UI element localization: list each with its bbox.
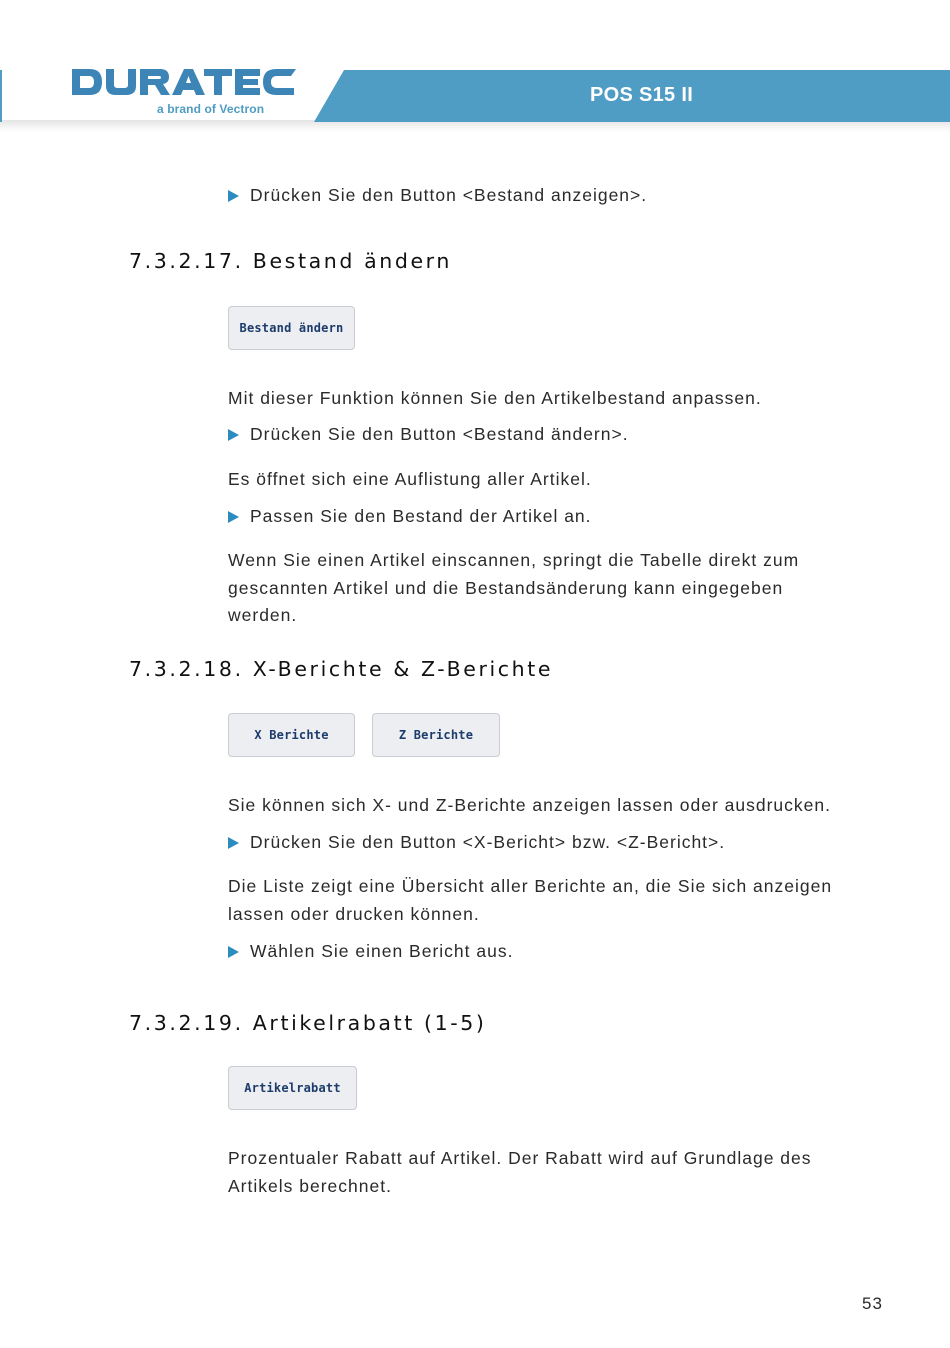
section-heading-17: 7.3.2.17. Bestand ändern: [129, 249, 452, 273]
paragraph: Mit dieser Funktion können Sie den Artikelbestand anpassen.: [228, 388, 762, 408]
paragraph: Wenn Sie einen Artikel einscannen, springt die Tabelle direkt zum gescannten Artikel und die Bestandsänderung kann eingegeben werden.: [228, 550, 800, 625]
paragraph: Die Liste zeigt eine Übersicht aller Berichte an, die Sie sich anzeigen lassen oder drucken können.: [228, 876, 833, 924]
bullet-item: [228, 938, 513, 965]
brand-subtitle: a brand of Vectron: [157, 102, 265, 116]
intro-bullet: [228, 182, 647, 209]
section-heading-18: 7.3.2.18. X-Berichte & Z-Berichte: [129, 657, 554, 681]
bullet-arrow-icon: [228, 190, 239, 202]
bullet-arrow-icon: [228, 946, 239, 958]
product-title: POS S15 II: [590, 84, 694, 106]
section-heading-19: 7.3.2.19. Artikelrabatt (1-5): [129, 1011, 487, 1035]
paragraph: Es öffnet sich eine Auflistung aller Artikel.: [228, 469, 592, 489]
bullet-text: Wählen Sie einen Bericht aus.: [250, 941, 514, 961]
bullet-item: [228, 829, 725, 856]
duratec-logo-mark: [70, 66, 298, 102]
x-berichte-button[interactable]: X Berichte: [228, 713, 355, 757]
bullet-item: [228, 421, 629, 448]
bullet-arrow-icon: [228, 511, 239, 523]
bullet-arrow-icon: [228, 429, 239, 441]
paragraph: Sie können sich X- und Z-Berichte anzeigen lassen oder ausdrucken.: [228, 795, 831, 815]
page-header: [0, 0, 950, 135]
bullet-text: Drücken Sie den Button <Bestand ändern>.: [250, 424, 629, 444]
page-number: 53: [862, 1294, 883, 1313]
z-berichte-button[interactable]: Z Berichte: [372, 713, 500, 757]
bullet-item: [228, 503, 592, 530]
bullet-text: Drücken Sie den Button <X-Bericht> bzw. <Z-Bericht>.: [250, 832, 726, 852]
bestand-aendern-button[interactable]: Bestand ändern: [228, 306, 355, 350]
bullet-text: Drücken Sie den Button <Bestand anzeigen>.: [250, 185, 648, 205]
header-left-edge: [0, 70, 2, 122]
bullet-text: Passen Sie den Bestand der Artikel an.: [250, 506, 592, 526]
artikelrabatt-button[interactable]: Artikelrabatt: [228, 1066, 357, 1110]
paragraph: Prozentualer Rabatt auf Artikel. Der Rabatt wird auf Grundlage des Artikels berechnet.: [228, 1148, 812, 1196]
bullet-arrow-icon: [228, 837, 239, 849]
